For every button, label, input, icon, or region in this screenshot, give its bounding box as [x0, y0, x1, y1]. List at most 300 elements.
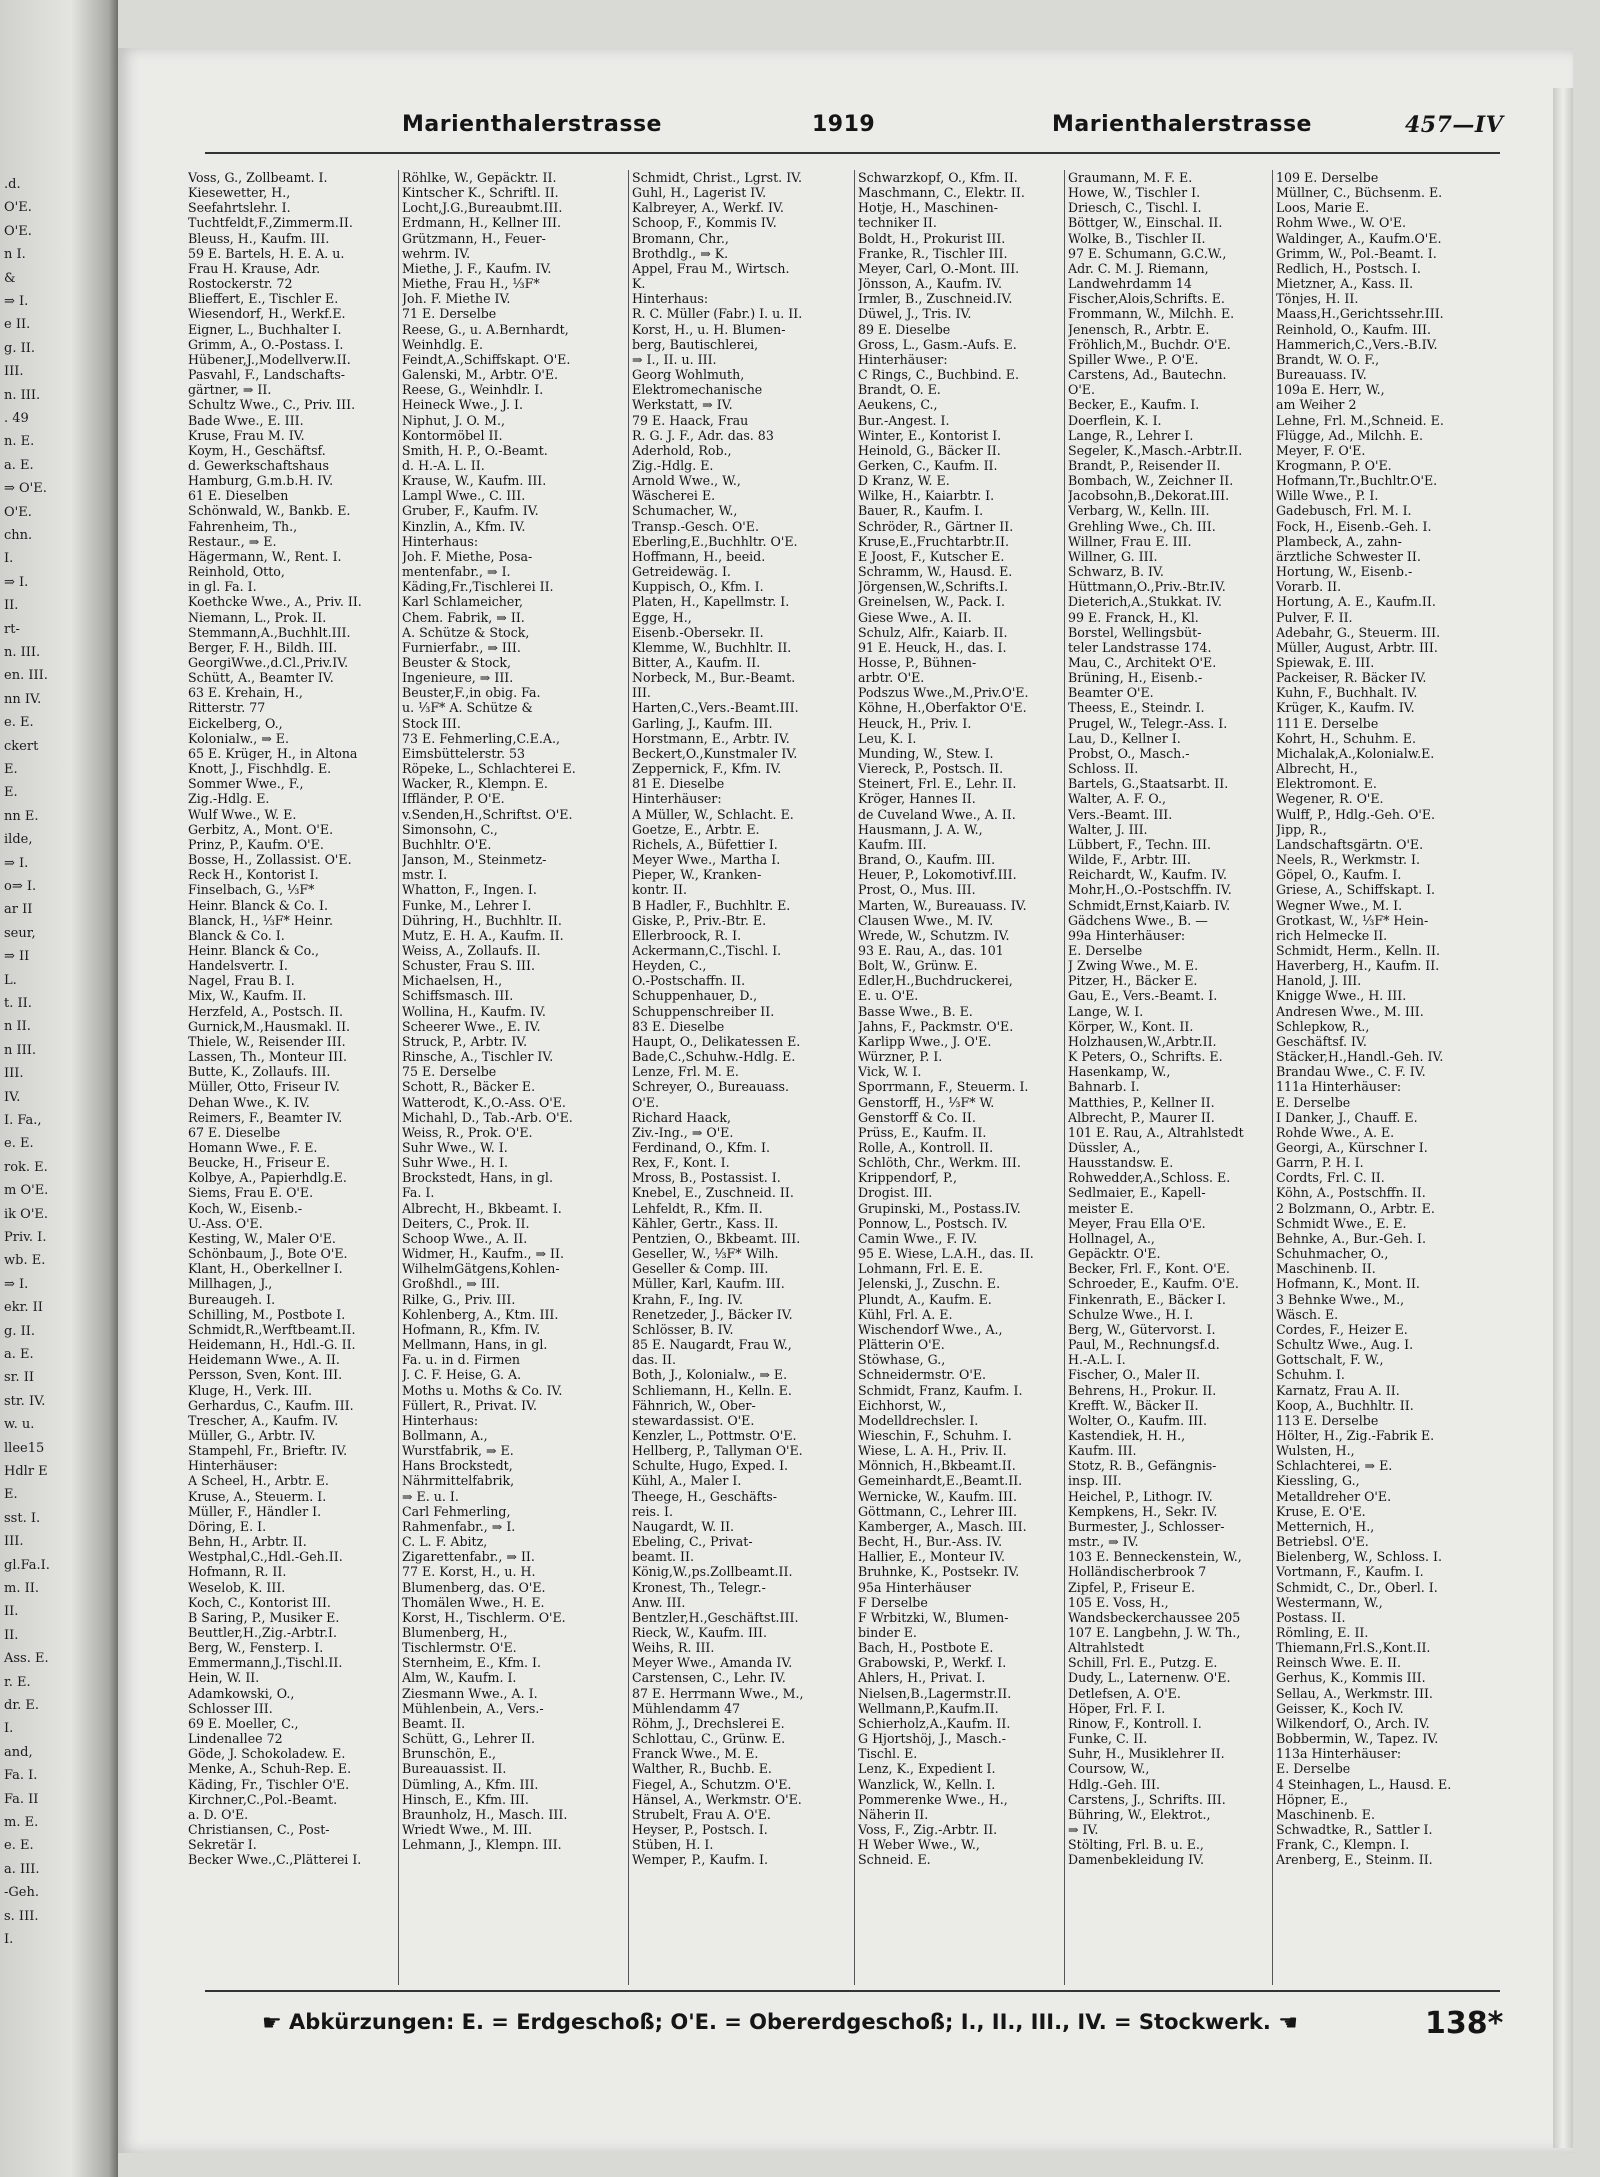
directory-entry: Westermann, W.,: [1276, 1594, 1383, 1610]
directory-entry: Pieper, W., Kranken-: [632, 867, 762, 883]
directory-entry: Gottschalt, F. W.,: [1276, 1352, 1384, 1368]
directory-entry: Ponnow, L., Postsch. IV.: [858, 1215, 1008, 1231]
directory-entry: Basse Wwe., B. E.: [858, 1003, 973, 1019]
directory-entry: Strubelt, Frau A. O'E.: [632, 1806, 771, 1822]
directory-entry: Bleuss, H., Kaufm. III.: [188, 230, 330, 246]
directory-entry: Koethcke Wwe., A., Priv. II.: [188, 594, 362, 610]
directory-entry: Döring, E. I.: [188, 1518, 267, 1534]
directory-entry: WilhelmGätgens,Kohlen-: [402, 1261, 560, 1277]
directory-entry: de Cuveland Wwe., A. II.: [858, 806, 1016, 822]
directory-entry: Menke, A., Schuh-Rep. E.: [188, 1761, 352, 1777]
directory-entry: Schütt, A., Beamter IV.: [188, 670, 334, 686]
directory-entry: Graumann, M. F. E.: [1068, 170, 1193, 185]
directory-entry: Körper, W., Kont. II.: [1068, 1018, 1194, 1034]
directory-entry: Böttger, W., Einschal. II.: [1068, 215, 1223, 231]
directory-entry: Reinhold, Otto,: [188, 564, 285, 580]
directory-entry: Blumenberg, das. O'E.: [402, 1579, 546, 1595]
directory-entry: Walther, R., Buchb. E.: [632, 1761, 772, 1777]
column-1: [188, 170, 393, 1985]
directory-entry: Wemper, P., Kaufm. I.: [632, 1852, 769, 1868]
directory-entry: Hofmann, R., Kfm. IV.: [402, 1321, 541, 1337]
directory-entry: Geisser, K., Koch IV.: [1276, 1700, 1404, 1716]
spine-text-fragment: II.: [4, 1627, 19, 1643]
directory-entry: mstr. I.: [402, 867, 448, 883]
spine-text-fragment: E.: [4, 762, 18, 777]
directory-entry: Rinow, F., Kontroll. I.: [1068, 1715, 1202, 1731]
spine-text-fragment: rt-: [4, 621, 20, 637]
directory-entry: E Joost, F., Kutscher E.: [858, 548, 1005, 564]
directory-entry: C Rings, C., Buchbind. E.: [858, 367, 1019, 383]
directory-entry: Brandau Wwe., C. F. IV.: [1276, 1064, 1426, 1080]
directory-entry: Schmidt, Herm., Kelln. II.: [1276, 942, 1440, 958]
directory-entry: Podszus Wwe.,M.,Priv.O'E.: [858, 685, 1029, 701]
directory-entry: Elektromont. E.: [1276, 776, 1377, 792]
directory-entry: Wulff, P., Hdlg.-Geh. O'E.: [1276, 806, 1436, 822]
spine-text-fragment: .d.: [4, 177, 21, 192]
directory-entry: Ackermann,C.,Tischl. I.: [632, 942, 782, 958]
directory-entry: Knigge Wwe., H. III.: [1276, 988, 1407, 1004]
directory-entry: Spiewak, E. III.: [1276, 655, 1375, 670]
directory-entry: Miethe, Frau H., ⅓F*: [402, 276, 540, 292]
directory-entry: Brandt, O. E.: [858, 382, 941, 398]
directory-entry: Geschäftsf. IV.: [1276, 1033, 1367, 1049]
directory-entry: Beuster,F.,in obig. Fa.: [402, 685, 541, 701]
directory-entry: Kohlenberg, A., Ktm. III.: [402, 1306, 559, 1322]
directory-entry: Probst, O., Masch.-: [1068, 745, 1190, 761]
directory-entry: F Derselbe: [858, 1594, 928, 1610]
directory-entry: R. G. J. F., Adr. das. 83: [632, 427, 774, 443]
directory-entry: Joh. F. Miethe, Posa-: [402, 548, 533, 564]
spine-text-fragment: m. II.: [4, 1581, 39, 1596]
spine-text-fragment: n. III.: [4, 387, 41, 403]
directory-entry: Postass. II.: [1276, 1609, 1346, 1625]
directory-entry: Kamberger, A., Masch. III.: [858, 1518, 1027, 1534]
directory-entry: Blanck, H., ⅓F* Heinr.: [188, 912, 334, 928]
footer-rule: [205, 1990, 1500, 1992]
directory-entry: Gruber, F., Kaufm. IV.: [402, 503, 539, 519]
spine-text-fragment: Hdlr E: [4, 1464, 48, 1479]
directory-entry: Holländischerbrook 7: [1068, 1564, 1207, 1580]
directory-entry: Butte, K., Zollaufs. III.: [188, 1064, 331, 1080]
directory-entry: Doerflein, K. I.: [1068, 412, 1162, 428]
directory-entry: Mutz, E. H. A., Kaufm. II.: [402, 927, 564, 943]
directory-entry: Miethe, J. F., Kaufm. IV.: [402, 260, 552, 276]
directory-entry: Detlefsen, A. O'E.: [1068, 1685, 1181, 1701]
column-divider: [1272, 170, 1273, 1985]
directory-entry: Knott, J., Fischhdlg. E.: [188, 761, 332, 777]
directory-entry: Redlich, H., Postsch. I.: [1276, 260, 1421, 276]
directory-entry: Behn, H., Arbtr. II.: [188, 1534, 307, 1550]
directory-entry: Albrecht, P., Maurer II.: [1068, 1109, 1215, 1125]
directory-entry: Metternich, H.,: [1276, 1518, 1375, 1534]
directory-entry: Bitter, A., Kaufm. II.: [632, 655, 761, 670]
directory-entry: Kronest, Th., Telegr.-: [632, 1579, 766, 1595]
directory-entry: B Saring, P., Musiker E.: [188, 1609, 340, 1625]
spine-text-fragment: m O'E.: [4, 1183, 49, 1199]
column-5: [1068, 170, 1268, 1985]
directory-entry: Schneidermstr. O'E.: [858, 1367, 987, 1383]
directory-entry: III.: [632, 685, 651, 701]
directory-entry: Hortung, A. E., Kaufm.II.: [1276, 594, 1436, 610]
directory-entry: Bolt, W., Grünw. E.: [858, 958, 978, 974]
directory-entry: Heinold, G., Bäcker II.: [858, 442, 1001, 458]
directory-entry: Fröhlich,M., Buchdr. O'E.: [1068, 336, 1231, 352]
directory-entry: Krefft. W., Bäcker II.: [1068, 1397, 1199, 1413]
directory-entry: Lübbert, F., Techn. III.: [1068, 836, 1212, 852]
directory-entry: Schneid. E.: [858, 1852, 931, 1868]
directory-entry: Plätterin O'E.: [858, 1337, 945, 1353]
directory-entry: Schuhmacher, O.,: [1276, 1246, 1389, 1262]
directory-entry: Maschinenb. E.: [1276, 1806, 1375, 1822]
directory-entry: Ziv.-Ing., ⇒ O'E.: [632, 1124, 734, 1140]
directory-entry: Persson, Sven, Kont. III.: [188, 1367, 343, 1383]
directory-entry: Hasenkamp, W.,: [1068, 1064, 1171, 1080]
directory-entry: Stöwhase, G.,: [858, 1352, 946, 1368]
directory-entry: Geseller & Comp. III.: [632, 1261, 769, 1277]
directory-entry: Hübener,J.,Modellverw.II.: [188, 351, 351, 367]
directory-entry: Mühlenbein, A., Vers.-: [402, 1700, 544, 1716]
directory-entry: Bureauassist. II.: [402, 1761, 507, 1777]
directory-entry: Meyer Wwe., Martha I.: [632, 852, 781, 868]
directory-entry: Moths u. Moths & Co. IV.: [402, 1382, 563, 1398]
directory-entry: 111 E. Derselbe: [1276, 715, 1379, 731]
directory-entry: Lehne, Frl. M.,Schneid. E.: [1276, 412, 1444, 428]
directory-entry: Schmidt, Franz, Kaufm. I.: [858, 1382, 1023, 1398]
spine-text-fragment: en. III.: [4, 668, 48, 684]
directory-entry: Kaufm. III.: [858, 836, 927, 852]
directory-entry: Suhr Wwe., H. I.: [402, 1155, 509, 1171]
directory-entry: Jenensch, R., Arbtr. E.: [1068, 321, 1210, 337]
directory-entry: Schulz, Alfr., Kaiarb. II.: [858, 624, 1008, 640]
spine-text-fragment: III.: [4, 1066, 24, 1082]
directory-entry: Prugel, W., Telegr.-Ass. I.: [1068, 715, 1228, 731]
directory-entry: Suhr, H., Musiklehrer II.: [1068, 1746, 1225, 1762]
directory-entry: Brand, O., Kaufm. III.: [858, 852, 996, 868]
directory-entry: Mix, W., Kaufm. II.: [188, 988, 307, 1004]
spine-text-fragment: o⇒ I.: [4, 879, 37, 894]
directory-entry: E. Derselbe: [1276, 1094, 1351, 1110]
directory-entry: Waldinger, A., Kaufm.O'E.: [1276, 230, 1442, 246]
directory-entry: Mau, C., Architekt O'E.: [1068, 655, 1217, 670]
directory-entry: beamt. II.: [632, 1549, 694, 1565]
directory-entry: Mross, B., Postassist. I.: [632, 1170, 781, 1186]
directory-entry: 4 Steinhagen, L., Hausd. E.: [1276, 1776, 1452, 1792]
directory-entry: Jacobsohn,B.,Dekorat.III.: [1068, 488, 1230, 504]
spine-text-fragment: I.: [4, 1721, 14, 1737]
directory-entry: Wernicke, W., Kaufm. III.: [858, 1488, 1017, 1504]
directory-entry: Karnatz, Frau A. II.: [1276, 1382, 1400, 1398]
directory-entry: 77 E. Korst, H., u. H.: [402, 1564, 536, 1580]
spine-text-fragment: wb. E.: [4, 1253, 46, 1269]
directory-entry: Pitzer, H., Bäcker E.: [1068, 973, 1198, 989]
directory-entry: Schramm, W., Hausd. E.: [858, 564, 1013, 580]
directory-entry: u. ⅓F* A. Schütze &: [402, 700, 533, 716]
spine-text-fragment: E.: [4, 785, 18, 801]
directory-entry: Voss, G., Zollbeamt. I.: [188, 170, 328, 185]
directory-entry: Platen, H., Kapellmstr. I.: [632, 594, 790, 610]
directory-entry: Spiller Wwe., P. O'E.: [1068, 351, 1199, 367]
directory-entry: Betriebsl. O'E.: [1276, 1534, 1369, 1550]
directory-entry: Gädchens Wwe., B. —: [1068, 912, 1208, 928]
column-divider: [1064, 170, 1065, 1985]
directory-entry: Beamter O'E.: [1068, 685, 1154, 701]
directory-entry: Maschinenb. II.: [1276, 1261, 1376, 1277]
directory-entry: Lange, W. I.: [1068, 1003, 1144, 1019]
directory-entry: Bade,C.,Schuhw.-Hdlg. E.: [632, 1049, 796, 1065]
directory-entry: Ziesmann Wwe., A. I.: [402, 1685, 538, 1701]
directory-entry: Landschaftsgärtn. O'E.: [1276, 836, 1424, 852]
directory-entry: Siems, Frau E. O'E.: [188, 1185, 314, 1201]
directory-entry: Kaufm. III.: [1068, 1443, 1137, 1459]
directory-entry: E. Derselbe: [1068, 942, 1143, 958]
directory-entry: Reese, G., Weinhdlr. I.: [402, 382, 544, 398]
directory-entry: Schill, Frl. E., Putzg. E.: [1068, 1655, 1218, 1671]
directory-entry: Schmidt,Ernst,Kaiarb. IV.: [1068, 897, 1231, 913]
spine-text-fragment: I. Fa.,: [4, 1113, 42, 1128]
directory-entry: Winter, E., Kontorist I.: [858, 427, 1002, 443]
directory-entry: Georg Wohlmuth,: [632, 367, 745, 383]
directory-entry: Lenze, Frl. M. E.: [632, 1064, 739, 1080]
page-edge: [1553, 88, 1573, 2148]
directory-entry: Grabowski, P., Werkf. I.: [858, 1655, 1007, 1671]
directory-entry: Kruse,E.,Fruchtarbtr.II.: [858, 533, 1009, 549]
directory-entry: Kempkens, H., Sekr. IV.: [1068, 1503, 1218, 1519]
spine-text-fragment: e. E.: [4, 1838, 34, 1854]
directory-entry: Watterodt, K.,O.-Ass. O'E.: [402, 1094, 566, 1110]
directory-entry: 111a Hinterhäuser:: [1276, 1079, 1402, 1095]
directory-entry: Mohr,H.,O.-Postschffn. IV.: [1068, 882, 1232, 898]
directory-entry: Kolonialw., ⇒ E.: [188, 730, 289, 746]
directory-entry: Wanzlick, W., Kelln. I.: [858, 1776, 996, 1792]
directory-entry: Heuer, P., Lokomotivf.III.: [858, 867, 1017, 883]
directory-entry: Deiters, C., Prok. II.: [402, 1215, 530, 1231]
directory-entry: Schlottau, C., Grünw. E.: [632, 1731, 786, 1747]
directory-entry: Rolle, A., Kontroll. II.: [858, 1140, 994, 1155]
directory-entry: Hänsel, A., Werkmstr. O'E.: [632, 1791, 802, 1807]
directory-entry: Lenz, K., Expedient I.: [858, 1761, 996, 1777]
directory-entry: Schlösser, B. IV.: [632, 1321, 734, 1337]
directory-entry: Brunschön, E.,: [402, 1746, 497, 1762]
directory-entry: Müller, Karl, Kaufm. III.: [632, 1276, 785, 1292]
directory-entry: wehrm. IV.: [402, 245, 471, 261]
directory-entry: 61 E. Dieselben: [188, 488, 289, 504]
directory-entry: König,W.,ps.Zollbeamt.II.: [632, 1564, 793, 1580]
directory-entry: Niemann, L., Prok. II.: [188, 609, 327, 625]
directory-entry: Müller, August, Arbtr. III.: [1276, 639, 1438, 655]
directory-entry: Carstensen, C., Lehr. IV.: [632, 1670, 786, 1686]
directory-entry: Bauer, R., Kaufm. I.: [858, 503, 984, 519]
directory-entry: Funke, C. II.: [1068, 1731, 1148, 1747]
directory-entry: Anw. III.: [632, 1594, 686, 1610]
directory-entry: Richels, A., Büfettier I.: [632, 836, 778, 852]
directory-entry: am Weiher 2: [1276, 397, 1357, 413]
spine-text-fragment: O'E.: [4, 504, 32, 520]
directory-entry: Coursow, W.,: [1068, 1761, 1150, 1777]
directory-entry: Kruse, E. O'E.: [1276, 1503, 1366, 1519]
directory-entry: Koym, H., Geschäftsf.: [188, 442, 326, 458]
directory-entry: Tönjes, H. II.: [1276, 291, 1359, 307]
directory-entry: arbtr. O'E.: [858, 670, 925, 686]
directory-entry: Nährmittelfabrik,: [402, 1473, 515, 1489]
directory-entry: ärztliche Schwester II.: [1276, 548, 1421, 564]
directory-entry: Düssler, A.,: [1068, 1140, 1141, 1155]
directory-entry: Fischer, O., Maler II.: [1068, 1367, 1200, 1383]
directory-entry: Meyer, Frau Ella O'E.: [1068, 1215, 1206, 1231]
directory-entry: Ferdinand, O., Kfm. I.: [632, 1140, 771, 1155]
directory-entry: Klant, H., Oberkellner I.: [188, 1261, 343, 1277]
header-page-reference: 457—IV: [1405, 112, 1504, 138]
directory-entry: O'E.: [1068, 382, 1095, 398]
directory-entry: Haupt, O., Delikatessen E.: [632, 1033, 801, 1049]
directory-entry: Hans Brockstedt,: [402, 1458, 513, 1474]
directory-entry: Genstorff & Co. II.: [858, 1109, 976, 1125]
directory-entry: Brandt, W. O. F.,: [1276, 351, 1380, 367]
directory-entry: Wacker, R., Klempn. E.: [402, 776, 548, 792]
directory-entry: Braunholz, H., Masch. III.: [402, 1806, 568, 1822]
directory-entry: Fiegel, A., Schutzm. O'E.: [632, 1776, 792, 1792]
directory-entry: Plambeck, A., zahn-: [1276, 533, 1402, 549]
column-2: [402, 170, 625, 1985]
directory-entry: Lindenallee 72: [188, 1731, 283, 1747]
directory-entry: Adr. C. M. J. Riemann,: [1068, 260, 1209, 276]
directory-entry: Schlosser III.: [188, 1700, 273, 1716]
directory-entry: Heidemann, H., Hdl.-G. II.: [188, 1337, 356, 1353]
directory-entry: Hosse, P., Bühnen-: [858, 655, 977, 670]
directory-entry: Drogist. III.: [858, 1185, 933, 1201]
directory-entry: Reinhold, O., Kaufm. III.: [1276, 321, 1432, 337]
directory-entry: Chem. Fabrik, ⇒ II.: [402, 609, 525, 625]
directory-entry: Hinterhaus:: [402, 1412, 479, 1428]
directory-entry: Schlöth, Chr., Werkm. III.: [858, 1155, 1021, 1171]
directory-entry: Karlipp Wwe., J. O'E.: [858, 1033, 992, 1049]
directory-entry: Howe, W., Tischler I.: [1068, 185, 1201, 201]
directory-entry: Mellmann, Hans, in gl.: [402, 1337, 548, 1353]
directory-entry: Kenzler, L., Pottmstr. O'E.: [632, 1427, 797, 1443]
spine-text-fragment: IV.: [4, 1089, 21, 1105]
directory-entry: Schliemann, H., Kelln. E.: [632, 1382, 792, 1398]
directory-entry: Hinterhaus:: [402, 533, 479, 549]
directory-entry: Irmler, B., Zuschneid.IV.: [858, 291, 1013, 307]
directory-entry: Schuster, Frau S. III.: [402, 958, 536, 974]
directory-entry: 2 Bolzmann, O., Arbtr. E.: [1276, 1200, 1435, 1216]
directory-entry: Schuhm. I.: [1276, 1367, 1345, 1383]
directory-entry: Sekretär I.: [188, 1837, 257, 1853]
directory-entry: 79 E. Haack, Frau: [632, 412, 749, 428]
directory-entry: Lehfeldt, R., Kfm. II.: [632, 1200, 763, 1216]
directory-entry: Goetze, E., Arbtr. E.: [632, 821, 760, 837]
spine-text-fragment: -Geh.: [4, 1885, 39, 1901]
directory-entry: Krahn, F., Ing. IV.: [632, 1291, 743, 1307]
directory-entry: Geseller, W., ⅓F* Wilh.: [632, 1246, 779, 1262]
directory-entry: Korst, H., u. H. Blumen-: [632, 321, 786, 337]
directory-entry: Carl Fehmerling,: [402, 1503, 511, 1519]
spine-text-fragment: e. E.: [4, 715, 34, 731]
directory-entry: Reimers, F., Beamter IV.: [188, 1109, 343, 1125]
directory-entry: B Hadler, F., Buchhltr. E.: [632, 897, 791, 913]
directory-entry: Pulver, F. II.: [1276, 609, 1353, 625]
spine-text-fragment: t. II.: [4, 996, 32, 1011]
directory-entry: 97 E. Schumann, G.C.W.,: [1068, 245, 1227, 261]
directory-entry: Wille Wwe., P. I.: [1276, 488, 1379, 504]
directory-entry: Tischl. E.: [858, 1746, 918, 1762]
directory-entry: Rilke, G., Priv. III.: [402, 1291, 516, 1307]
header-rule: [205, 152, 1500, 154]
directory-entry: Packeiser, R. Bäcker IV.: [1276, 670, 1427, 686]
directory-entry: Kinzlin, A., Kfm. IV.: [402, 518, 526, 534]
directory-entry: Meyer, F. O'E.: [1276, 442, 1366, 458]
directory-entry: H.-A.L. I.: [1068, 1352, 1126, 1368]
directory-entry: Brandt, P., Reisender II.: [1068, 457, 1221, 473]
header-street-right: Marienthalerstrasse: [1052, 112, 1312, 137]
directory-entry: Beckert,O.,Kunstmaler IV.: [632, 745, 798, 761]
directory-entry: Hofmann, R. II.: [188, 1564, 287, 1580]
directory-entry: ⇒ IV.: [1068, 1822, 1099, 1838]
directory-entry: Grupinski, M., Postass.IV.: [858, 1200, 1021, 1216]
directory-entry: Eickelberg, O.,: [188, 715, 283, 731]
directory-entry: Gerhardus, C., Kaufm. III.: [188, 1397, 354, 1413]
directory-entry: Scheerer Wwe., E. IV.: [402, 1018, 541, 1034]
directory-entry: Albrecht, H., Bkbeamt. I.: [402, 1200, 562, 1216]
spine-text-fragment: E.: [4, 1487, 18, 1503]
directory-entry: Göpel, O., Kaufm. I.: [1276, 867, 1402, 883]
directory-entry: Wieschin, F., Schuhm. I.: [858, 1427, 1012, 1443]
directory-entry: Krüger, K., Kaufm. IV.: [1276, 700, 1415, 716]
directory-entry: reis. I.: [632, 1503, 673, 1519]
directory-entry: Handelsvertr. I.: [188, 958, 288, 974]
directory-entry: Meyer Wwe., Amanda IV.: [632, 1655, 793, 1671]
directory-entry: Thiele, W., Reisender III.: [188, 1033, 346, 1049]
directory-entry: Mönnich, H.,Bkbeamt.II.: [858, 1458, 1016, 1474]
directory-entry: Ebeling, C., Privat-: [632, 1534, 753, 1550]
directory-entry: Wilkendorf, O., Arch. IV.: [1276, 1715, 1430, 1731]
directory-entry: I Danker, J., Chauff. E.: [1276, 1109, 1418, 1125]
directory-entry: Bur.-Angest. I.: [858, 412, 950, 428]
directory-entry: Werkstatt, ⇒ IV.: [632, 397, 733, 413]
directory-entry: O'E.: [632, 1094, 659, 1110]
directory-entry: Furnierfabr., ⇒ III.: [402, 639, 521, 655]
directory-entry: Göde, J. Schokoladew. E.: [188, 1746, 346, 1762]
directory-entry: Schulte, Hugo, Exped. I.: [632, 1458, 789, 1474]
directory-entry: Heichel, P., Lithogr. IV.: [1068, 1488, 1213, 1504]
directory-entry: Camin Wwe., F. IV.: [858, 1230, 978, 1246]
spine-text-fragment: ⇒ I.: [4, 294, 29, 309]
directory-entry: Thomälen Wwe., H. E.: [402, 1594, 545, 1610]
directory-entry: Hausmann, J. A. W.,: [858, 821, 983, 837]
directory-entry: Theess, E., Steindr. I.: [1068, 700, 1205, 716]
directory-entry: Kruse, A., Steuerm. I.: [188, 1488, 327, 1504]
directory-entry: Aderhold, Rob.,: [632, 442, 732, 458]
column-divider: [398, 170, 399, 1985]
directory-entry: Bühring, W., Elektrot.,: [1068, 1806, 1211, 1822]
directory-entry: Arnold Wwe., W.,: [632, 473, 741, 489]
directory-entry: Viereck, P., Postsch. II.: [858, 761, 1004, 777]
directory-entry: Prost, O., Mus. III.: [858, 882, 976, 898]
directory-entry: Driesch, C., Tischl. I.: [1068, 200, 1202, 216]
directory-entry: 95a Hinterhäuser: [858, 1579, 971, 1595]
column-4: [858, 170, 1062, 1985]
directory-entry: Gepäcktr. O'E.: [1068, 1246, 1161, 1262]
directory-entry: Garling, J., Kaufm. III.: [632, 715, 773, 731]
directory-entry: Bade Wwe., E. III.: [188, 412, 304, 428]
directory-entry: Füllert, R., Privat. IV.: [402, 1397, 538, 1413]
directory-entry: 3 Behnke Wwe., M.,: [1276, 1291, 1405, 1307]
directory-entry: Kirchner,C.,Pol.-Beamt.: [188, 1791, 338, 1807]
directory-entry: Becht, H., Bur.-Ass. IV.: [858, 1534, 1003, 1550]
directory-entry: Brüning, H., Eisenb.-: [1068, 670, 1203, 686]
directory-entry: Zigarettenfabr., ⇒ II.: [402, 1549, 535, 1565]
directory-entry: Hallier, E., Monteur IV.: [858, 1549, 1005, 1565]
directory-entry: 99a Hinterhäuser:: [1068, 927, 1186, 943]
